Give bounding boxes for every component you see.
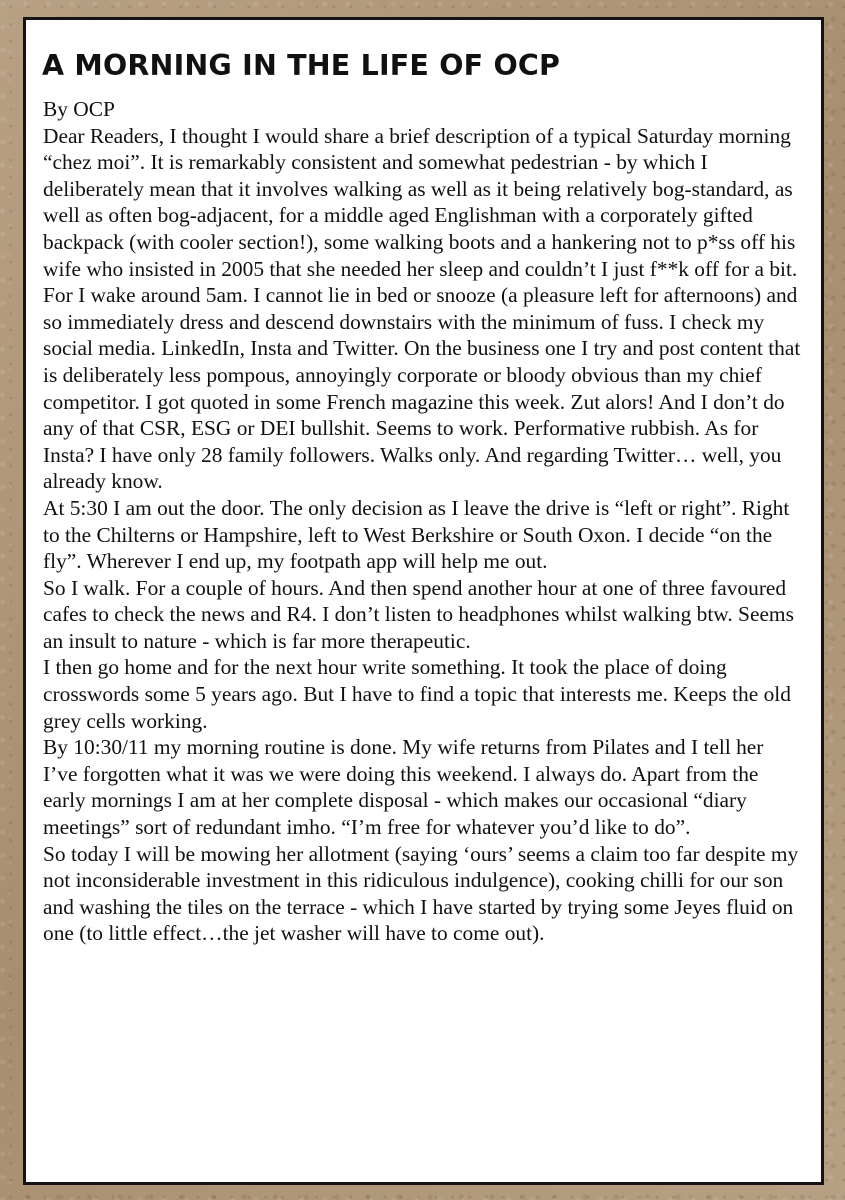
paragraph-write: I then go home and for the next hour write something. It took the place of doing crosswords some 5 years ago. But I have to find a topic that interests me. Keeps the old grey cells working.: [43, 655, 791, 733]
paragraph-wake-up: For I wake around 5am. I cannot lie in bed or snooze (a pleasure left for afternoons) and so immediately dress and descend downstairs with the minimum of fuss. I check my social media. LinkedIn, Insta and Twitter. On the business one I try and post content that is deliberately less pompous, annoyingly corporate or bloody obvious than my chief competitor. I got quoted in some French magazine this week. Zut alors! And I don’t do any of that CSR, ESG or DEI bullshit. Seems to work. Performative rubbish. As for Insta? I have only 28 family followers. Walks only. And regarding Twitter… well, you already know.: [43, 283, 801, 494]
article-body: [43, 96, 803, 947]
article-page: [23, 17, 824, 1185]
paragraph-out-the-door: At 5:30 I am out the door. The only decision as I leave the drive is “left or right”. Right to the Chilterns or Hampshire, left to West Berkshire or South Oxon. I decide “on the fly”. Wherever I end up, my footpath app will help me out.: [43, 495, 790, 574]
paragraph-walk: So I walk. For a couple of hours. And then spend another hour at one of three favoured cafes to check the news and R4. I don’t listen to headphones whilst walking btw. Seems an insult to nature - which is far more therapeutic.: [43, 575, 794, 653]
byline: By OCP: [43, 97, 115, 121]
paragraph-routine-done: By 10:30/11 my morning routine is done. My wife returns from Pilates and I tell her I’ve forgotten what it was we were doing this weekend. I always do. Apart from the early mornings I am at her complete disposal - which makes our occasional “diary meetings” sort of redundant imho. “I’m free for whatever you’d like to do”.: [43, 735, 764, 840]
paragraph-intro: Dear Readers, I thought I would share a brief description of a typical Saturday morning “chez moi”. It is remarkably consistent and somewhat pedestrian - by which I deliberately mean that it involves walking as well as it being relatively bog-standard, as well as often bog-adjacent, for a middle aged Englishman with a corporately gifted backpack (with cooler section!), some walking boots and a hankering not to p*ss off his wife who insisted in 2005 that she needed her sleep and couldn’t I just f**k off for a bit.: [43, 123, 798, 281]
paragraph-today: So today I will be mowing her allotment (saying ‘ours’ seems a claim too far despite my not inconsiderable investment in this ridiculous indulgence), cooking chilli for our son and washing the tiles on the terrace - which I have started by trying some Jeyes fluid on one (to little effect…the jet washer will have to come out).: [43, 841, 799, 946]
article-title: A MORNING IN THE LIFE OF OCP: [42, 49, 561, 82]
